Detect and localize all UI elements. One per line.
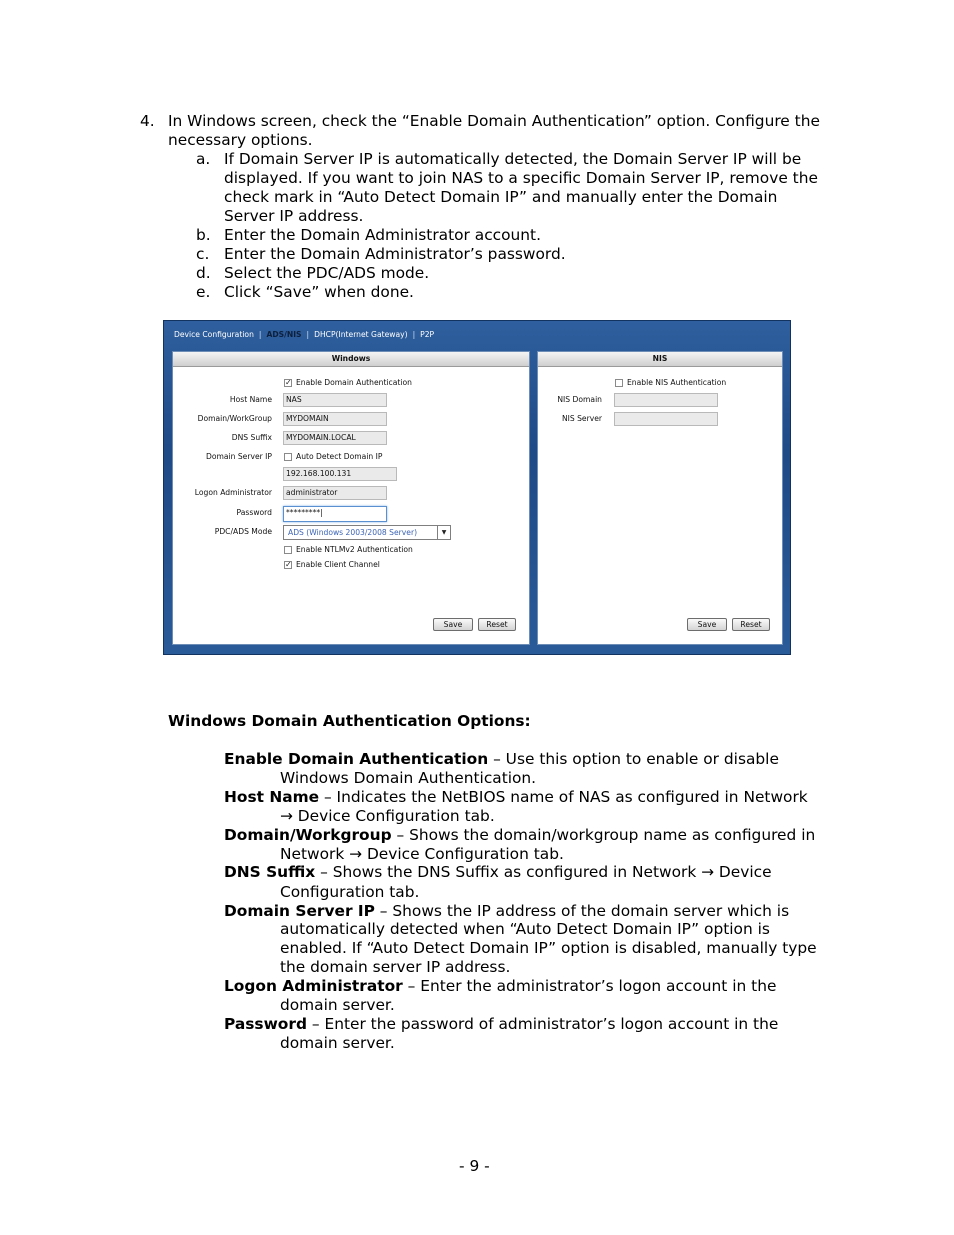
option-cont: enabled. If “Auto Detect Domain IP” option is disabled, manually type — [280, 939, 817, 957]
nis-reset-button[interactable]: Reset — [732, 618, 770, 631]
tab-dhcp[interactable]: DHCP(Internet Gateway) — [314, 330, 408, 339]
option-term: Domain Server IP — [224, 902, 375, 920]
substep-line: Enter the Domain Administrator’s password. — [224, 245, 566, 263]
option-line — [224, 902, 789, 921]
substep-line: If Domain Server IP is automatically detected, the Domain Server IP will be — [224, 150, 802, 168]
option-line — [224, 1015, 778, 1034]
dns-suffix-label: DNS Suffix — [231, 433, 272, 442]
chevron-down-icon[interactable]: ▼ — [437, 526, 450, 539]
pdc-ads-mode-value: ADS (Windows 2003/2008 Server) — [288, 528, 418, 537]
tab-device-configuration[interactable]: Device Configuration — [174, 330, 254, 339]
page-number: - 9 - — [459, 1157, 490, 1175]
nis-save-button[interactable]: Save — [687, 618, 727, 631]
enable-domain-auth-checkbox[interactable]: ✓ — [285, 378, 292, 387]
tab-separator: | — [258, 330, 262, 339]
substep-line: Click “Save” when done. — [224, 283, 414, 301]
nis-domain-field[interactable] — [614, 393, 718, 407]
windows-pane — [172, 351, 530, 645]
enable-domain-auth-label: Enable Domain Authentication — [296, 378, 412, 387]
windows-reset-button[interactable]: Reset — [478, 618, 516, 631]
password-label: Password — [236, 508, 272, 517]
option-term: Logon Administrator — [224, 977, 403, 995]
option-desc: – Shows the IP address of the domain server which is — [374, 902, 790, 920]
option-cont: Windows Domain Authentication. — [280, 769, 537, 787]
substep-letter: d. — [196, 264, 211, 282]
auto-detect-label: Auto Detect Domain IP — [296, 452, 383, 461]
tab-ads-nis[interactable]: ADS/NIS — [266, 330, 302, 339]
option-term: DNS Suffix — [224, 863, 316, 881]
substep-line: check mark in “Auto Detect Domain IP” and manually enter the Domain — [224, 188, 778, 206]
pdc-ads-mode-select[interactable] — [283, 525, 451, 540]
option-line — [224, 826, 815, 845]
step-text-line: necessary options. — [168, 131, 313, 149]
option-cont: domain server. — [280, 1034, 395, 1052]
substep-letter: a. — [196, 150, 211, 168]
option-desc: – Shows the DNS Suffix as configured in Network → Device — [315, 863, 772, 881]
option-line — [224, 977, 776, 996]
option-desc: – Shows the domain/workgroup name as configured in — [391, 826, 816, 844]
option-desc: – Use this option to enable or disable — [488, 750, 779, 768]
step-number: 4. — [140, 112, 155, 130]
option-cont: automatically detected when “Auto Detect Domain IP” option is — [280, 920, 770, 938]
host-name-field[interactable]: NAS — [283, 393, 387, 407]
option-desc: – Enter the administrator’s logon account in the — [402, 977, 777, 995]
tab-separator: | — [412, 330, 416, 339]
option-cont: Network → Device Configuration tab. — [280, 845, 564, 863]
enable-nis-label: Enable NIS Authentication — [627, 378, 727, 387]
option-line — [224, 750, 779, 769]
option-desc: – Indicates the NetBIOS name of NAS as configured in Network — [319, 788, 808, 806]
substep-letter: b. — [196, 226, 211, 244]
substep-letter: e. — [196, 283, 211, 301]
ntlm-label: Enable NTLMv2 Authentication — [296, 545, 413, 554]
substep-line: Select the PDC/ADS mode. — [224, 264, 430, 282]
enable-nis-checkbox[interactable] — [615, 379, 623, 387]
domain-server-ip-label: Domain Server IP — [205, 452, 272, 461]
option-cont: Configuration tab. — [280, 883, 420, 901]
nis-server-label: NIS Server — [561, 414, 602, 423]
substep-letter: c. — [196, 245, 210, 263]
option-line — [224, 788, 808, 807]
option-cont: → Device Configuration tab. — [280, 807, 495, 825]
ntlm-checkbox[interactable] — [284, 546, 292, 554]
substep-line: displayed. If you want to join NAS to a specific Domain Server IP, remove the — [224, 169, 818, 187]
client-channel-label: Enable Client Channel — [296, 560, 380, 569]
option-term: Domain/Workgroup — [224, 826, 392, 844]
option-desc: – Enter the password of administrator’s logon account in the — [306, 1015, 779, 1033]
windows-pane-title: Windows — [173, 352, 529, 367]
domain-workgroup-field[interactable]: MYDOMAIN — [283, 412, 387, 426]
option-cont: domain server. — [280, 996, 395, 1014]
nas-config-screenshot — [163, 320, 791, 655]
substep-line: Enter the Domain Administrator account. — [224, 226, 541, 244]
password-field[interactable]: *********| — [283, 506, 387, 522]
client-channel-checkbox[interactable]: ✓ — [285, 560, 292, 569]
nis-pane — [537, 351, 783, 645]
tab-separator: | — [306, 330, 310, 339]
windows-save-button[interactable]: Save — [433, 618, 473, 631]
step-text-line: In Windows screen, check the “Enable Domain Authentication” option. Configure the — [168, 112, 820, 130]
option-cont: the domain server IP address. — [280, 958, 511, 976]
host-name-label: Host Name — [229, 395, 272, 404]
tab-p2p[interactable]: P2P — [420, 330, 435, 339]
logon-admin-field[interactable]: administrator — [283, 486, 387, 500]
auto-detect-checkbox[interactable] — [284, 453, 292, 461]
nis-pane-title: NIS — [538, 352, 782, 367]
logon-admin-label: Logon Administrator — [194, 488, 272, 497]
substep-line: Server IP address. — [224, 207, 364, 225]
tab-bar — [174, 330, 434, 339]
nis-server-field[interactable] — [614, 412, 718, 426]
pdc-ads-mode-label: PDC/ADS Mode — [214, 527, 272, 536]
domain-server-ip-field[interactable]: 192.168.100.131 — [283, 467, 397, 481]
option-term: Password — [224, 1015, 307, 1033]
dns-suffix-field[interactable]: MYDOMAIN.LOCAL — [283, 431, 387, 445]
option-line — [224, 863, 772, 882]
nis-domain-label: NIS Domain — [557, 395, 602, 404]
options-heading: Windows Domain Authentication Options: — [168, 712, 531, 730]
option-term: Host Name — [224, 788, 320, 806]
option-term: Enable Domain Authentication — [224, 750, 489, 768]
domain-workgroup-label: Domain/WorkGroup — [197, 414, 272, 423]
